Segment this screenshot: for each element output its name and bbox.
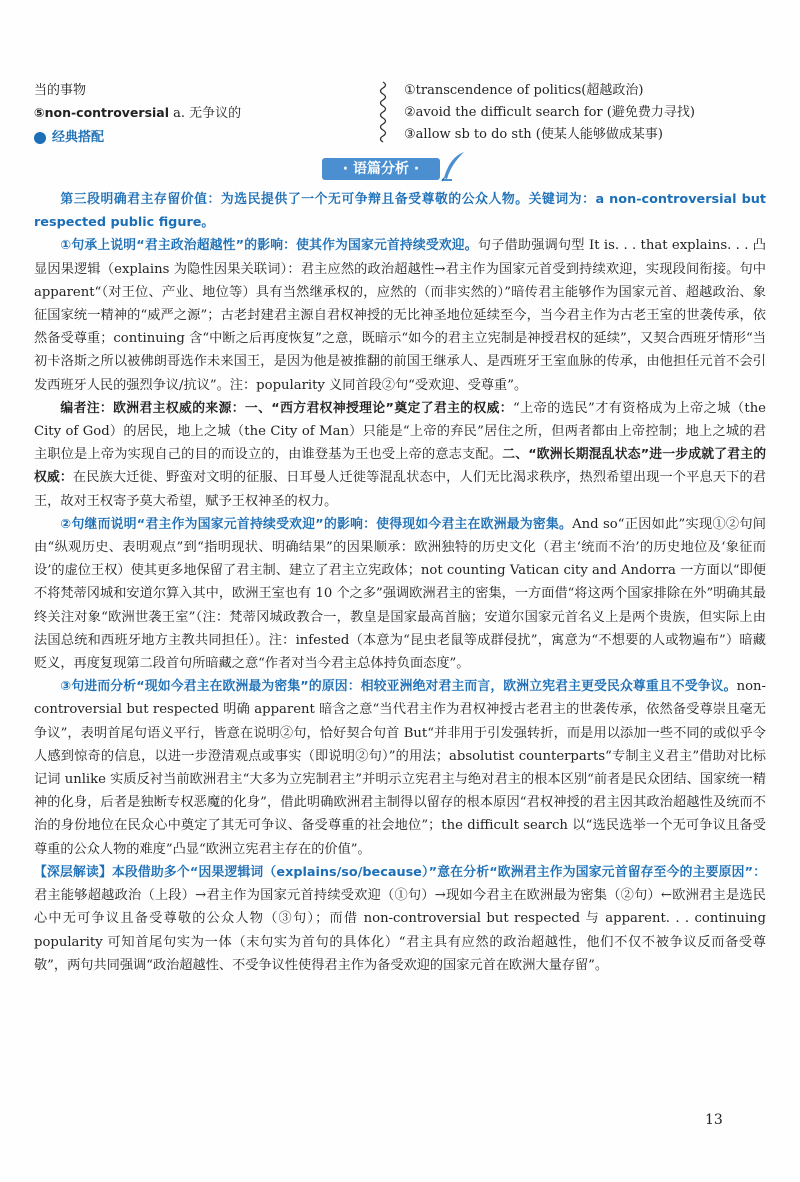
paragraph-sentence-3 [34, 675, 766, 861]
vocab-left-column [34, 80, 364, 149]
paragraph-sentence-2 [34, 513, 766, 675]
pairs-header [34, 127, 364, 149]
vocab-right-column [404, 80, 784, 146]
collocation-item: ②avoid the difficult search for (避免费力寻找) [404, 105, 695, 120]
deep-reading-label: 【深层解读】 [34, 864, 112, 880]
editor-note-text-1: “上帝的选民”才有资格成为上帝之城（the City of God）的居民，地上之城（the City of Man）只能是“上帝的弃民”居住之所，但两者都由上帝控制；地上之城的君主职位是上帝为实现自己的目的而设立的，由谁登基为王也受上帝的意志支配。 [34, 400, 766, 463]
section-banner [300, 150, 500, 184]
sentence-1-analysis: 句子借助强调句型 It is. . . that explains. . . 凸显因果逻辑（explains 为隐性因果关联词）：君主应然的政治超越性→君主作为国家元首受到持续欢迎，实现段间衔接。句中 apparent“（对王位、产业、地位等）具有当然继承权的，应然的（而非实然的）”暗传君主能够作为国家元首、超越政治、象征国家统一精神的“威严之源”；古老封建君主源自君权神授的无比神圣地位延续至今，当今君主作为古老王室的世袭传承，依然备受尊重；continuing 含“中断之后再度恢复”之意，既暗示“如今的君主立宪制是神授君权的延续”，又契合西班牙情形“当初卡洛斯之所以被佛朗哥选作未来国王，是因为他是被推翻的前国王继承人、是西班牙王室血脉的传承，由他担任元首不会引发西班牙人民的强烈争议/抗议”。注：popularity 义同首段②句“受欢迎、受尊重”。 [34, 238, 766, 393]
sentence-1-heading: ①句承上说明“君主政治超越性”的影响：使其作为国家元首持续受欢迎。 [60, 238, 478, 254]
pairs-header-label: 经典搭配 [52, 130, 105, 145]
deep-reading-heading: 本段借助多个“因果逻辑词（explains/so/because）”意在分析“欧洲君主作为国家元首留存至今的主要原因”： [111, 864, 766, 880]
paragraph-editor-note [34, 397, 766, 513]
analysis-body [34, 188, 766, 977]
vocab-line: 当的事物 [34, 83, 87, 98]
sentence-2-heading: ②句继而说明“君主作为国家元首持续受欢迎”的影响：使得现如今君主在欧洲最为密集。 [60, 516, 573, 532]
editor-note-text-2: 在民族大迁徙、野蛮对文明的征服、日耳曼人迁徙等混乱状态中，人们无比渴求秩序，热烈希望出现一个平息天下的君王，故对王权寄予莫大希望，赋予王权神圣的权力。 [34, 470, 766, 509]
binding-spiral-icon [376, 80, 390, 144]
editor-note-heading-2: 二、“欧洲长期混乱状态”进一步成就了君主的权威： [34, 447, 767, 486]
page-number: 13 [705, 1112, 723, 1128]
sentence-2-analysis: And so“正因如此”实现①②句间由“纵观历史、表明观点”到“指明现状、明确结果”的因果顺承：欧洲独特的历史文化（君主‘统而不治’的历史地位及‘象征而设’的虚位王权）使其更多地保留了君主制、建立了君主立宪政体；not counting Vatican city and Andorra 一方面以“即便不将梵蒂冈城和安道尔算入其中，欧洲王室也有 10 个之多”强调欧洲君主的密集，一方面借“将这两个国家排除在外”明确其最终关注对象“欧洲世袭王室”（注：梵蒂冈城政教合一，教皇是国家最高首脑；安道尔国家元首名义上是两个贵族，但实际上由法国总统和西班牙地方主教共同担任）。注：infested（本意为“昆虫老鼠等成群侵扰”，寓意为“不想要的人或物遍布”）暗藏贬义，再度复现第二段首句所暗藏之意“作者对当今君主总体持负面态度”。 [34, 516, 766, 672]
vocab-definition: a. 无争议的 [169, 106, 242, 121]
sentence-3-analysis: non-controversial but respected 明确 apparent 暗含之意“当代君主作为君权神授古老君主的世袭传承，依然备受尊崇且毫无争议”，表明首尾句语义平行，皆意在说明②句，恰好契合句首 But“并非用于引发强转折，而是用以添加一些不同的或似乎令人感到惊奇的信息，以进一步澄清观点或事实（即说明②句）”的用法；absolutist counterparts“专制主义君主”借助对比标记词 unlike 实质反衬当前欧洲君主“大多为立宪制君主”并明示立宪君主与绝对君主的根本区别“前者是民众团结、国家统一精神的化身，后者是独断专权恶魔的化身”，借此明确欧洲君主制得以留存的根本原因“君权神授的君主因其政治超越性及统而不治的身份地位在民众心中奠定了其无可争议、备受尊重的社会地位”；the difficult search 以“选民选举一个无可争议且备受尊重的公众人物的难度”凸显“欧洲立宪君主存在的价值”。 [34, 679, 766, 857]
paragraph-sentence-1 [34, 234, 766, 396]
intro-text: 第三段明确君主存留价值：为选民提供了一个无可争辩且备受尊敬的公众人物。关键词为：a non-controversial but respected public figure。 [34, 192, 766, 231]
paragraph-intro [34, 188, 766, 234]
deep-reading-text: 君主能够超越政治（上段）→君主作为国家元首持续受欢迎（①句）→现如今君主在欧洲最为密集（②句）←欧洲君主是选民心中无可争议且备受尊敬的公众人物（③句）；而借 non-controversial but respected 与 apparent. . . continuing popularity 可知首尾句实为一体（末句实为首句的具体化）“君主具有应然的政治超越性，他们不仅不被争议反而备受尊敬”，两句共同强调“政治超越性、不受争议性使得君主作为备受欢迎的国家元首在欧洲大量存留”。 [34, 888, 766, 973]
vocab-term: ⑤non-controversial [34, 105, 170, 120]
vocab-entry [34, 102, 364, 125]
editor-note-heading: 编者注：欧洲君主权威的来源：一、“西方君权神授理论”奠定了君主的权威： [60, 400, 513, 416]
quill-pen-icon [440, 150, 466, 182]
bullet-dot-icon [34, 132, 46, 144]
paragraph-deep-reading [34, 861, 766, 977]
section-title: · 语篇分析 · [322, 158, 440, 180]
sentence-3-heading: ③句进而分析“现如今君主在欧洲最为密集”的原因：相较亚洲绝对君主而言，欧洲立宪君主更受民众尊重且不受争议。 [60, 679, 737, 695]
collocation-item: ③allow sb to do sth (使某人能够做成某事) [404, 127, 663, 142]
collocation-item: ①transcendence of politics(超越政治) [404, 83, 644, 98]
